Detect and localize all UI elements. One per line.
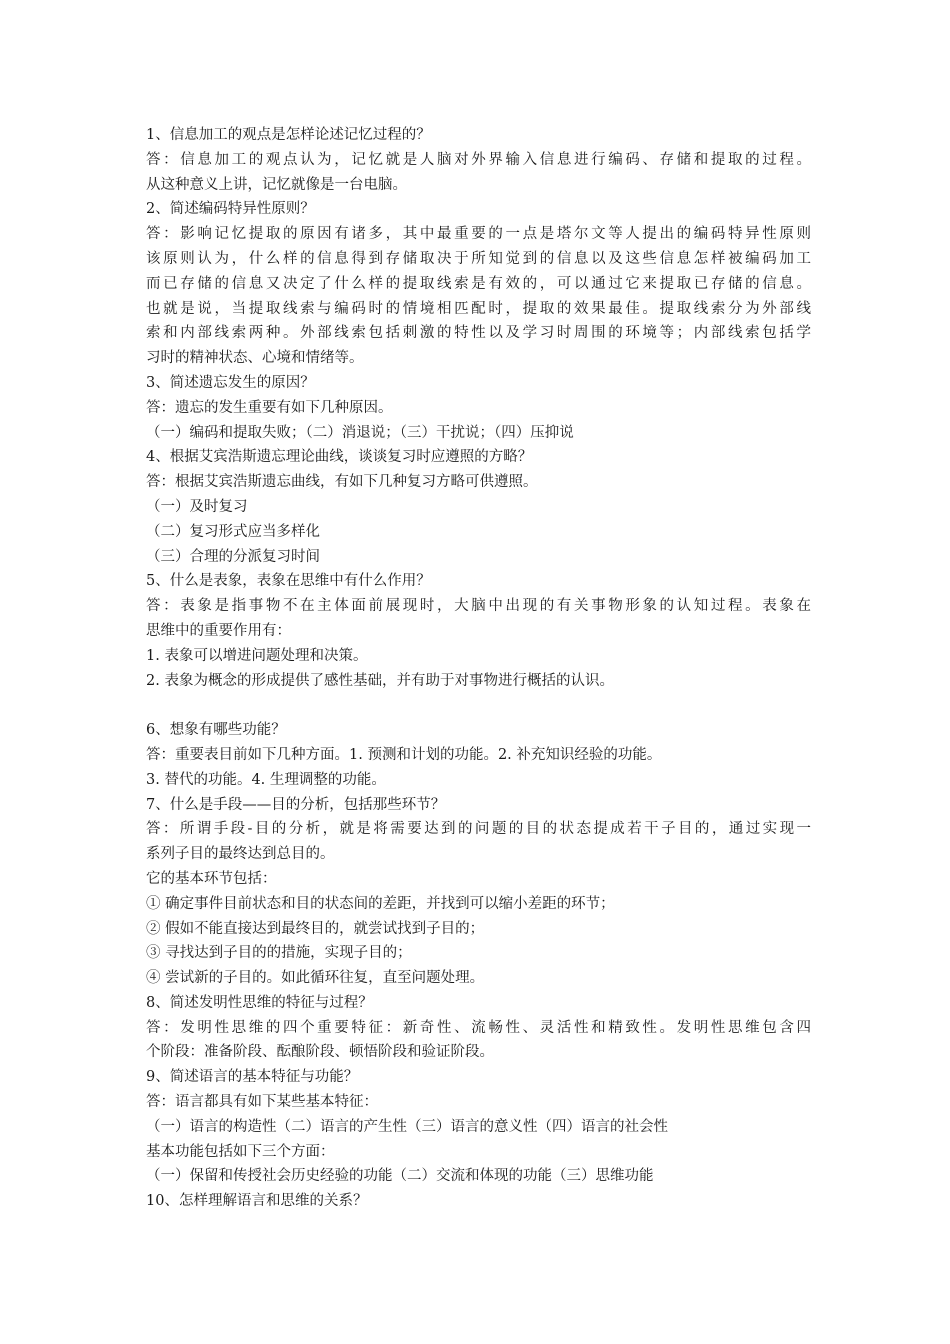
answer-line: 答：所谓手段-目的分析，就是将需要达到的问题的目的状态提成若干子目的，通过实现一	[146, 821, 811, 838]
answer-line: 习时的精神状态、心境和情绪等。	[146, 350, 364, 367]
answer-line: 系列子目的最终达到总目的。	[146, 846, 335, 863]
answer-line: 2. 表象为概念的形成提供了感性基础，并有助于对事物进行概括的认识。	[146, 672, 614, 689]
document-body	[146, 123, 811, 1214]
answer-line: ② 假如不能直接达到最终目的，就尝试找到子目的；	[146, 920, 485, 937]
question-8: 8、简述发明性思维的特征与过程？	[146, 994, 373, 1011]
answer-line: 它的基本环节包括：	[146, 870, 277, 887]
question-3: 3、简述遗忘发生的原因？	[146, 374, 315, 391]
answer-line: ① 确定事件目前状态和目的状态间的差距，并找到可以缩小差距的环节；	[146, 895, 615, 912]
blank-line	[146, 693, 811, 718]
question-2: 2、简述编码特异性原则？	[146, 201, 315, 218]
answer-line: 1. 表象可以增进问题处理和决策。	[146, 647, 368, 664]
answer-line: 3. 替代的功能。4. 生理调整的功能。	[146, 771, 386, 788]
question-9: 9、简述语言的基本特征与功能？	[146, 1069, 359, 1086]
answer-line: （一）编码和提取失败；（二）消退说；（三）干扰说；（四）压抑说	[146, 424, 574, 441]
answer-line: 思维中的重要作用有：	[146, 622, 291, 639]
answer-line: 答：发明性思维的四个重要特征：新奇性、流畅性、灵活性和精致性。发明性思维包含四	[146, 1019, 811, 1036]
question-1: 1、信息加工的观点是怎样论述记忆过程的？	[146, 127, 431, 143]
answer-line: 从这种意义上讲，记忆就像是一台电脑。	[146, 176, 407, 193]
answer-line: ③ 寻找达到子目的的措施，实现子目的；	[146, 945, 412, 962]
answer-line: （三）合理的分派复习时间	[146, 548, 320, 565]
answer-line: 基本功能包括如下三个方面：	[146, 1143, 335, 1160]
answer-line: 答：根据艾宾浩斯遗忘曲线，有如下几种复习方略可供遵照。	[146, 474, 538, 491]
answer-line: ④ 尝试新的子目的。如此循环往复，直至问题处理。	[146, 970, 485, 987]
answer-line: 也就是说，当提取线索与编码时的情境相匹配时，提取的效果最佳。提取线索分为外部线	[146, 300, 811, 317]
answer-line: 而已存储的信息又决定了什么样的提取线索是有效的，可以通过它来提取已存储的信息。	[146, 275, 811, 292]
question-4: 4、根据艾宾浩斯遗忘理论曲线，谈谈复习时应遵照的方略？	[146, 449, 533, 466]
answer-line: 答：影响记忆提取的原因有诸多，其中最重要的一点是塔尔文等人提出的编码特异性原则	[146, 226, 811, 243]
question-5: 5、什么是表象，表象在思维中有什么作用？	[146, 573, 431, 590]
answer-line: （二）复习形式应当多样化	[146, 523, 320, 540]
question-7: 7、什么是手段——目的分析，包括那些环节？	[146, 796, 446, 813]
answer-line: 答：表象是指事物不在主体面前展现时，大脑中出现的有关事物形象的认知过程。表象在	[146, 598, 811, 615]
answer-line: 答：语言都具有如下某些基本特征：	[146, 1094, 378, 1111]
answer-line: 该原则认为，什么样的信息得到存储取决于所知觉到的信息以及这些信息怎样被编码加工	[146, 250, 811, 267]
answer-line: （一）及时复习	[146, 498, 248, 515]
answer-line: 索和内部线索两种。外部线索包括刺激的特性以及学习时周围的环境等；内部线索包括学	[146, 325, 811, 342]
answer-line: （一）语言的构造性（二）语言的产生性（三）语言的意义性（四）语言的社会性	[146, 1118, 668, 1135]
question-6: 6、想象有哪些功能？	[146, 722, 286, 739]
question-10: 10、怎样理解语言和思维的关系？	[146, 1193, 368, 1210]
answer-line: 答：遗忘的发生重要有如下几种原因。	[146, 399, 393, 416]
answer-line: 个阶段：准备阶段、酝酿阶段、顿悟阶段和验证阶段。	[146, 1044, 494, 1061]
answer-line: 答：重要表目前如下几种方面。1. 预测和计划的功能。2. 补充知识经验的功能。	[146, 746, 662, 763]
answer-line: （一）保留和传授社会历史经验的功能（二）交流和体现的功能（三）思维功能	[146, 1168, 654, 1185]
answer-line: 答：信息加工的观点认为，记忆就是人脑对外界输入信息进行编码、存储和提取的过程。	[146, 151, 811, 168]
